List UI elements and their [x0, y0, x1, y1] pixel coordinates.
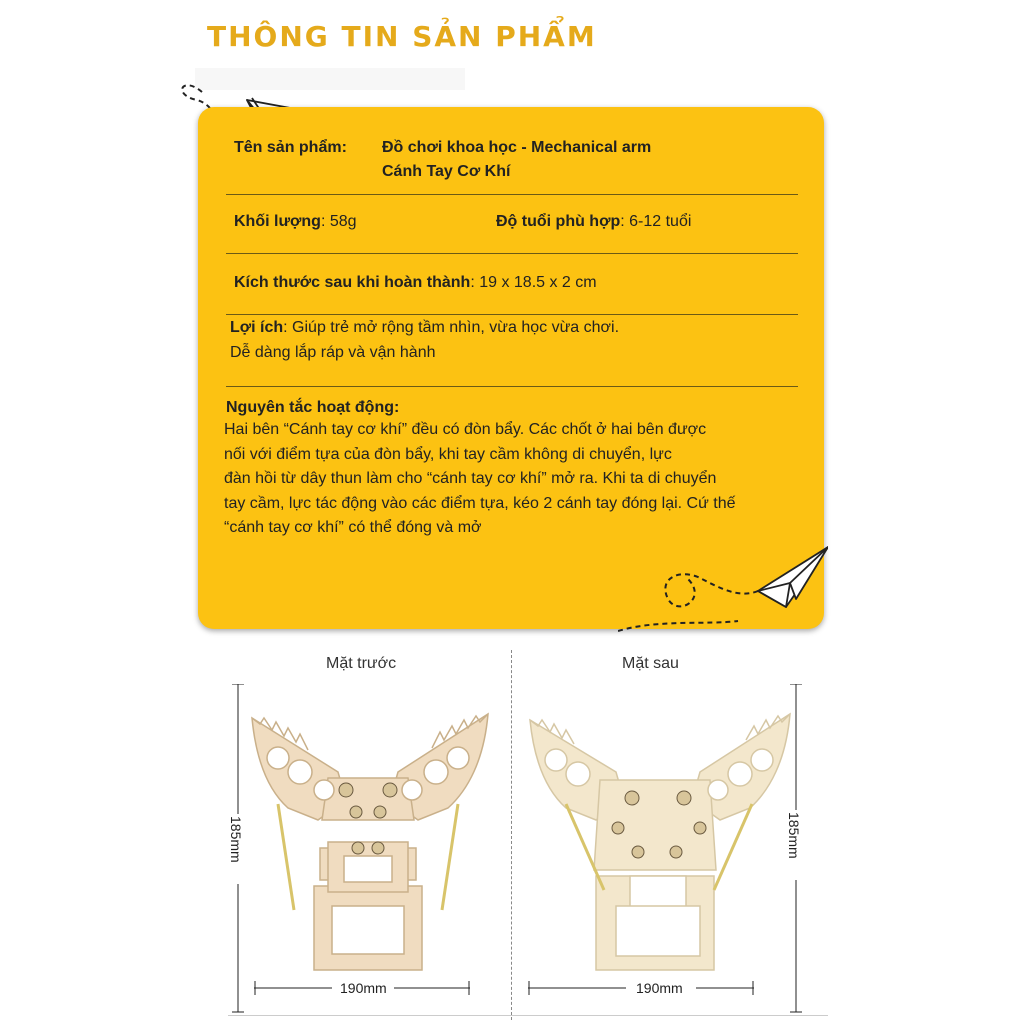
bottom-rule — [228, 1015, 828, 1016]
front-view-label: Mặt trước — [326, 655, 397, 672]
weight-row — [234, 211, 357, 233]
divider — [226, 194, 798, 195]
benefit-row — [230, 317, 619, 339]
size-value: : 19 x 18.5 x 2 cm — [470, 274, 597, 291]
divider — [226, 253, 798, 254]
back-view-label: Mặt sau — [622, 655, 679, 672]
product-name-line1: Đồ chơi khoa học - Mechanical arm — [382, 139, 652, 156]
product-name-label: Tên sản phẩm: — [234, 139, 347, 156]
size-label: Kích thước sau khi hoàn thành — [234, 274, 471, 291]
front-width-label: 190mm — [340, 980, 387, 996]
principle-line: đàn hồi từ dây thun làm cho “cánh tay cơ khí” mở ra. Khi ta di chuyển — [224, 470, 717, 487]
principle-label: Nguyên tắc hoạt động: — [226, 399, 400, 416]
back-view-image — [520, 680, 800, 1010]
principle-line: “cánh tay cơ khí” có thể đóng và mở — [224, 519, 482, 536]
size-row — [234, 272, 597, 294]
product-info-card — [198, 107, 824, 629]
weight-value: : 58g — [320, 213, 357, 230]
age-value: : 6-12 tuổi — [620, 213, 692, 230]
principle-line: tay cầm, lực tác động vào các điểm tựa, kéo 2 cánh tay đóng lại. Cứ thế — [224, 494, 736, 512]
benefit-line2: Dễ dàng lắp ráp và vận hành — [230, 344, 436, 361]
front-height-label: 185mm — [228, 816, 244, 863]
age-row — [496, 211, 691, 233]
benefit-label: Lợi ích — [230, 319, 284, 336]
paper-plane-icon — [618, 539, 828, 639]
principle-line: Hai bên “Cánh tay cơ khí” đều có đòn bẩy. Các chốt ở hai bên được — [224, 421, 707, 438]
product-name-line2: Cánh Tay Cơ Khí — [382, 163, 511, 180]
page-title: THÔNG TIN SẢN PHẨM — [207, 20, 597, 53]
divider — [226, 386, 798, 387]
divider — [226, 314, 798, 315]
dotted-trail-icon — [665, 574, 758, 606]
principle-line: nối với điểm tựa của đòn bẩy, khi tay cầm không di chuyển, lực — [224, 445, 672, 463]
back-width-label: 190mm — [636, 980, 683, 996]
front-view-image — [228, 680, 508, 1010]
principle-text — [224, 418, 814, 541]
benefit-value: : Giúp trẻ mở rộng tầm nhìn, vừa học vừa chơi. — [283, 319, 620, 336]
weight-label: Khối lượng — [234, 213, 321, 230]
view-divider — [511, 650, 512, 1020]
age-label: Độ tuổi phù hợp — [496, 213, 621, 230]
back-height-label: 185mm — [786, 812, 802, 859]
